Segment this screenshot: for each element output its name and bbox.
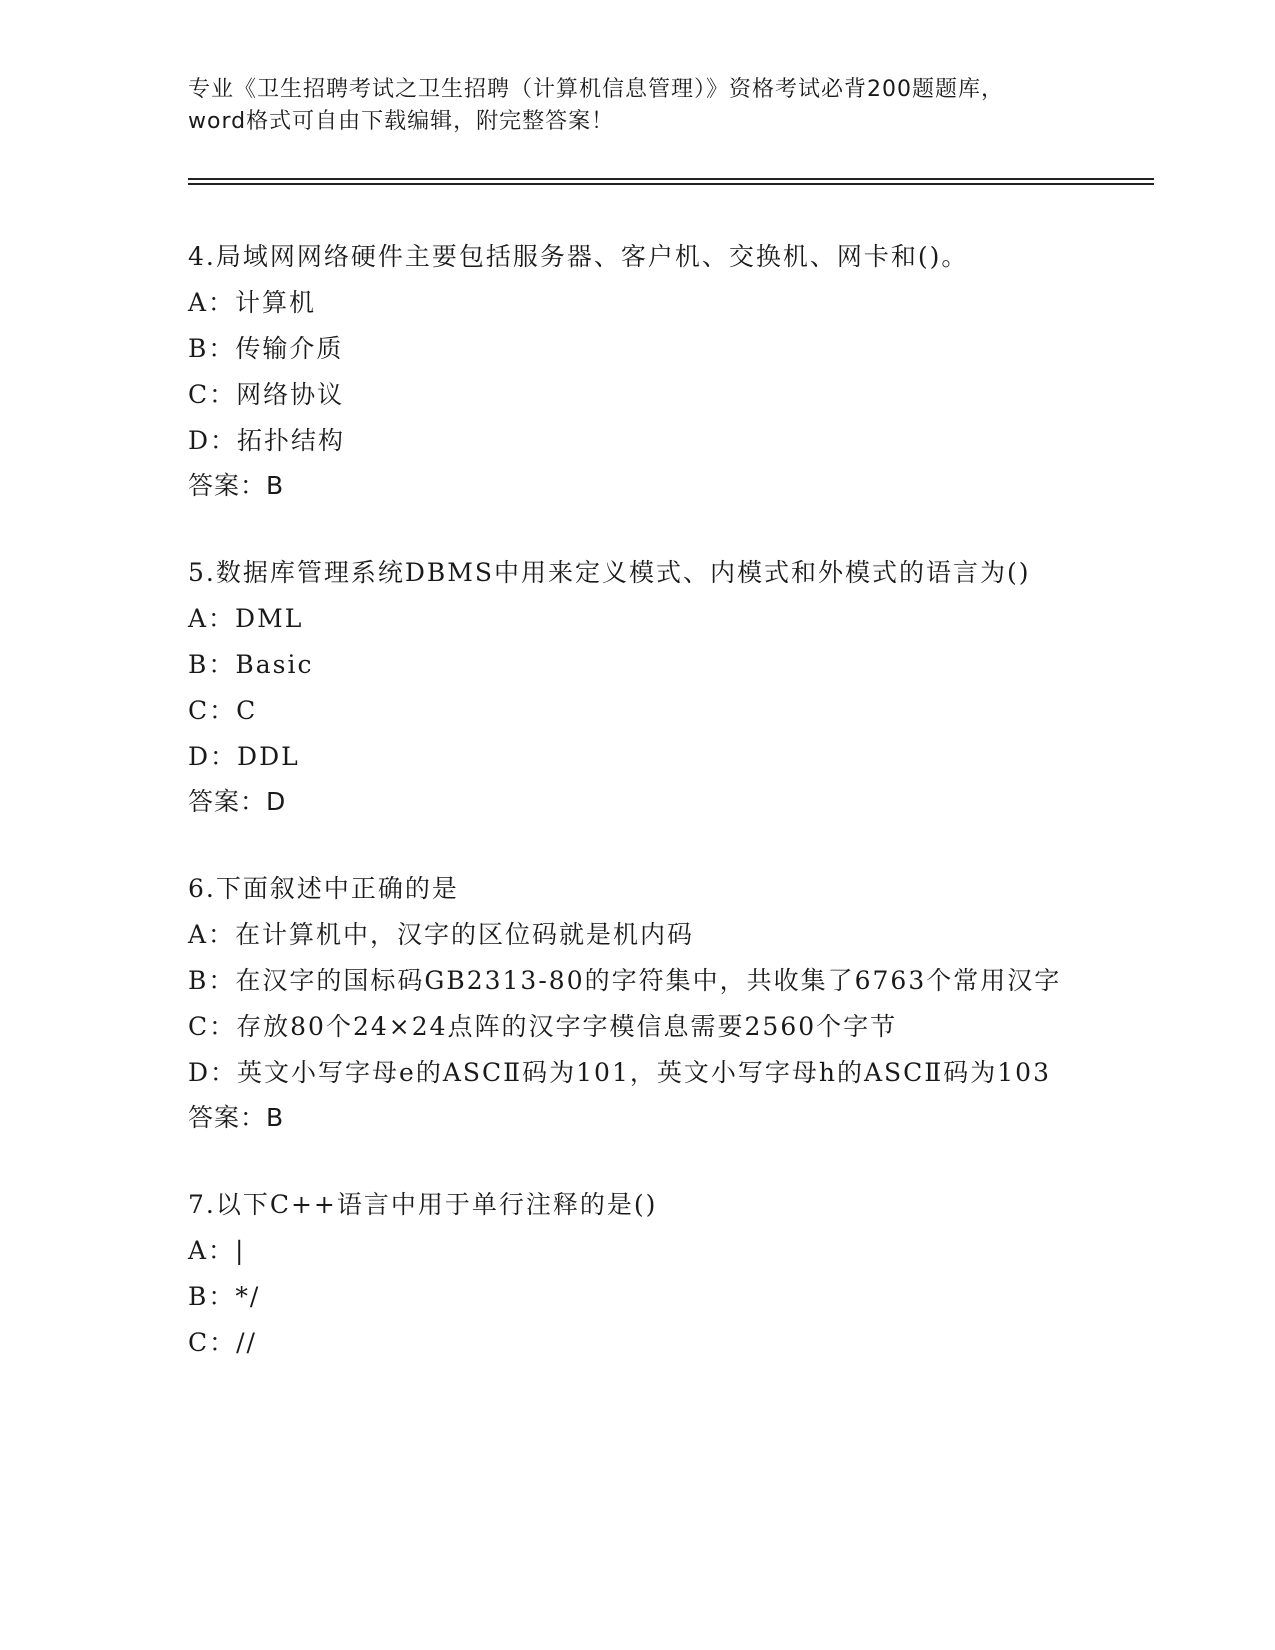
answer: 答案：D [188, 787, 287, 816]
option-b: B：*/ [188, 1282, 261, 1311]
option-c: C：// [188, 1328, 257, 1357]
question-text: 5.数据库管理系统DBMS中用来定义模式、内模式和外模式的语言为() [188, 558, 1031, 587]
option-d: D：DDL [188, 742, 300, 771]
option-c: C：网络协议 [188, 380, 345, 409]
option-d: D：拓扑结构 [188, 426, 346, 455]
option-b: B：传输介质 [188, 334, 344, 363]
option-c: C：存放80个24×24点阵的汉字字模信息需要2560个字节 [188, 1012, 898, 1041]
question-list [188, 234, 1068, 1408]
header-divider-bottom [188, 183, 1154, 185]
question-text: 6.下面叙述中正确的是 [188, 874, 459, 903]
answer: 答案：B [188, 1103, 285, 1132]
option-a: A：在计算机中，汉字的区位码就是机内码 [188, 920, 695, 949]
header-line-1: 专业《卫生招聘考试之卫生招聘（计算机信息管理）》资格考试必背200题题库， [188, 77, 1004, 102]
header-divider-top [188, 178, 1154, 180]
question-7 [188, 1182, 1068, 1366]
question-5 [188, 550, 1068, 824]
option-b: B：Basic [188, 650, 314, 679]
question-text: 7.以下C++语言中用于单行注释的是() [188, 1190, 658, 1219]
option-a: A：DML [188, 604, 304, 633]
document-header [188, 74, 1088, 138]
question-4 [188, 234, 1068, 508]
option-a: A：| [188, 1236, 246, 1265]
question-text: 4.局域网网络硬件主要包括服务器、客户机、交换机、网卡和()。 [188, 242, 969, 271]
option-b: B：在汉字的国标码GB2313-80的字符集中，共收集了6763个常用汉字 [188, 966, 1062, 995]
option-d: D：英文小写字母e的ASCⅡ码为101，英文小写字母h的ASCⅡ码为103 [188, 1058, 1051, 1087]
answer: 答案：B [188, 471, 285, 500]
option-c: C：C [188, 696, 258, 725]
header-line-2: word格式可自由下载编辑，附完整答案！ [188, 109, 615, 134]
option-a: A：计算机 [188, 288, 317, 317]
question-6 [188, 866, 1068, 1140]
